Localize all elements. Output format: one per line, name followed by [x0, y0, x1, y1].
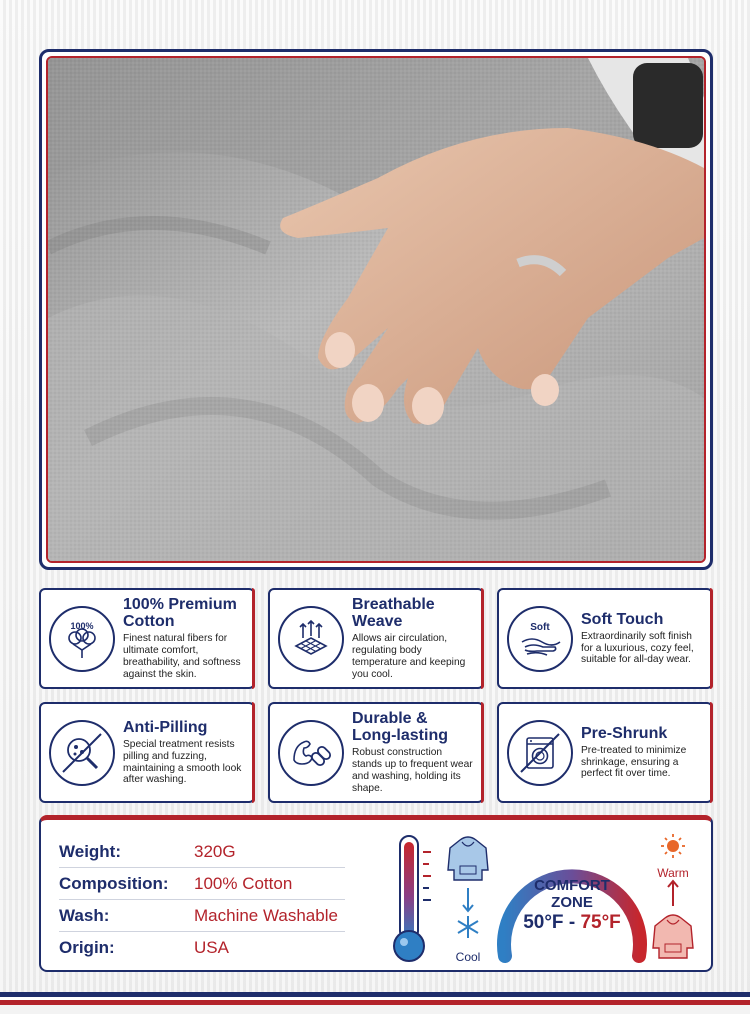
specs-panel — [39, 815, 713, 972]
cool-label: Cool — [455, 950, 481, 964]
feature-card-soft-touch — [497, 588, 713, 689]
feature-card-breathable — [268, 588, 484, 689]
feature-title: Pre-Shrunk — [581, 724, 668, 742]
spec-value: 320G — [194, 841, 236, 861]
feature-description: Robust construction stands up to frequent wear and washing, holding its shape. — [352, 747, 473, 794]
pre-shrunk-icon — [507, 720, 573, 786]
range-high: 75°F — [580, 912, 621, 933]
svg-text:Soft: Soft — [530, 621, 550, 633]
arrow-up-icon — [668, 881, 678, 906]
comfort-zone-title — [512, 877, 632, 911]
feature-card-premium-cotton — [39, 588, 255, 689]
comfort-line-1: COMFORT — [534, 877, 610, 894]
feature-title: Breathable Weave — [352, 596, 435, 631]
warm-label: Warm — [657, 866, 689, 880]
feature-title: Durable & Long-lasting — [352, 710, 448, 745]
spec-label: Origin: — [59, 938, 115, 957]
thermometer-icon — [389, 834, 439, 966]
cotton-icon — [49, 606, 115, 672]
product-photo — [46, 56, 706, 563]
feature-title: Anti-Pilling — [123, 718, 208, 736]
feature-card-durable — [268, 702, 484, 803]
hoodie-warm-icon — [653, 915, 693, 958]
hoodie-cool-icon — [448, 837, 488, 880]
soft-touch-icon — [507, 606, 573, 672]
feature-card-anti-pilling — [39, 702, 255, 803]
range-low: 50°F — [523, 912, 564, 933]
feature-title: Soft Touch — [581, 610, 664, 628]
durable-icon — [278, 720, 344, 786]
hand-on-fabric-image — [48, 58, 704, 561]
bottom-stripes — [0, 992, 750, 1014]
spec-label: Weight: — [59, 841, 122, 861]
svg-text:100%: 100% — [70, 620, 94, 631]
feature-title: 100% Premium Cotton — [123, 596, 237, 631]
feature-description: Special treatment resists pilling and fuzzing, maintaining a smooth look after washing. — [123, 738, 242, 786]
warm-indicator — [651, 834, 695, 966]
feature-description: Extraordinarily soft finish for a luxurious, cozy feel, suitable for all-day wear. — [581, 630, 694, 666]
spec-row-origin — [59, 932, 345, 964]
range-separator: - — [563, 912, 581, 933]
spec-value: Machine Washable — [194, 905, 338, 925]
spec-row-composition — [59, 868, 345, 900]
sun-icon — [661, 834, 685, 858]
feature-description: Pre-treated to minimize shrinkage, ensuring a perfect fit over time. — [581, 744, 687, 780]
feature-description: Finest natural fibers for ultimate comfort, breathability, and softness against the skin. — [123, 633, 241, 680]
comfort-range — [507, 912, 637, 934]
feature-description: Allows air circulation, regulating body temperature and keeping you cool. — [352, 633, 466, 680]
arrow-down-icon — [463, 888, 473, 911]
anti-pilling-icon — [49, 720, 115, 786]
comfort-line-2: ZONE — [551, 894, 593, 911]
product-photo-frame — [39, 49, 713, 570]
spec-row-weight — [59, 836, 345, 868]
cool-indicator — [446, 834, 490, 966]
snowflake-icon — [458, 916, 478, 938]
feature-card-pre-shrunk — [497, 702, 713, 803]
spec-value: USA — [194, 938, 229, 957]
spec-label: Composition: — [59, 873, 169, 893]
spec-value: 100% Cotton — [194, 873, 293, 893]
spec-label: Wash: — [59, 905, 110, 925]
spec-row-wash — [59, 900, 345, 932]
breathable-weave-icon — [278, 606, 344, 672]
